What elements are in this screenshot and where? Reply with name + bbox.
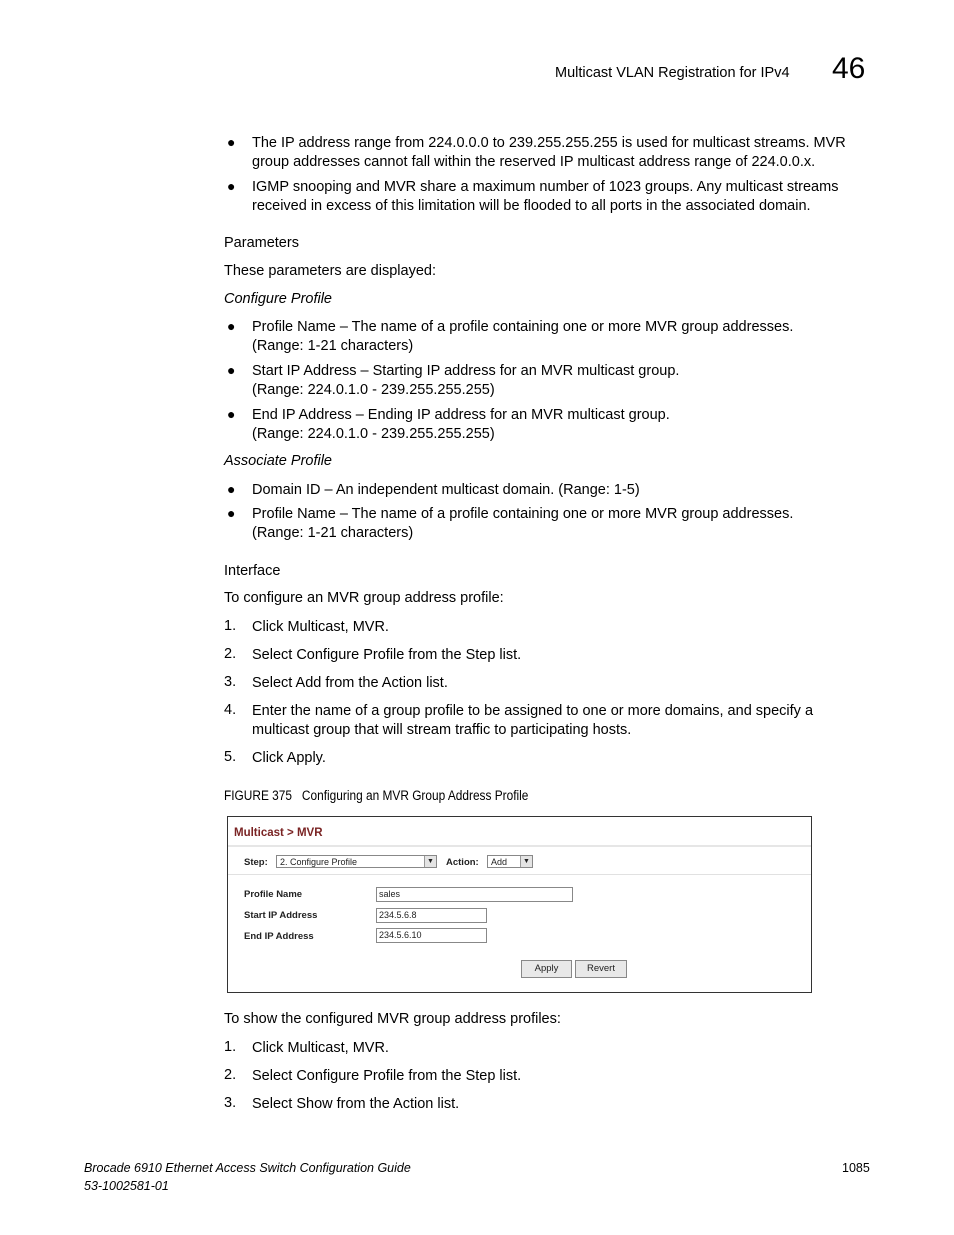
- start-ip-input[interactable]: 234.5.6.8: [376, 908, 487, 923]
- mvr-screenshot: [227, 816, 812, 993]
- end-ip-label: End IP Address: [244, 931, 314, 942]
- action-select[interactable]: [487, 855, 533, 868]
- bullet-dot-icon: ●: [227, 318, 236, 334]
- param-term: Start IP Address: [252, 363, 357, 379]
- action-label: Action:: [446, 857, 479, 868]
- bullet-dot-icon: ●: [227, 134, 236, 150]
- step-text: Select Configure Profile from the Step list.: [252, 1068, 522, 1084]
- param-desc: – The name of a profile containing one or more MVR group addresses.: [335, 319, 794, 335]
- chevron-down-icon: ▼: [424, 856, 436, 867]
- bullet-dot-icon: ●: [227, 406, 236, 422]
- param-range: (Range: 1-21 characters): [252, 338, 414, 354]
- revert-button[interactable]: Revert: [575, 960, 627, 978]
- param-range: (Range: 224.0.1.0 - 239.255.255.255): [252, 382, 495, 398]
- toolbar-divider: [228, 874, 811, 875]
- step-number: 2.: [224, 646, 237, 662]
- end-ip-input[interactable]: 234.5.6.10: [376, 928, 487, 943]
- associate-profile-subheading: Associate Profile: [224, 453, 332, 469]
- action-select-value: Add: [491, 857, 508, 867]
- footer-page-number: 1085: [842, 1161, 870, 1175]
- interface-heading: Interface: [224, 563, 281, 579]
- parameters-heading: Parameters: [224, 235, 299, 251]
- param-term: Profile Name: [252, 319, 336, 335]
- param-item: [252, 481, 872, 500]
- step-text: Select Add from the Action list.: [252, 675, 448, 691]
- footer-doc-number: 53-1002581-01: [84, 1179, 169, 1193]
- step-number: 1.: [224, 1039, 237, 1055]
- parameters-intro: These parameters are displayed:: [224, 263, 436, 279]
- step-select-value: 2. Configure Profile: [280, 857, 358, 867]
- step-number: 3.: [224, 674, 237, 690]
- step-number: 3.: [224, 1095, 237, 1111]
- bullet-dot-icon: ●: [227, 481, 236, 497]
- interface-intro: To configure an MVR group address profile:: [224, 590, 504, 606]
- figure-caption-text: Configuring an MVR Group Address Profile: [301, 788, 529, 803]
- chevron-down-icon: ▼: [520, 856, 532, 867]
- profile-name-input[interactable]: sales: [376, 887, 573, 902]
- step-number: 2.: [224, 1067, 237, 1083]
- step-text: Enter the name of a group profile to be assigned to one or more domains, and specify a multicast group that will stream traffic to participating hosts.: [252, 703, 814, 738]
- step-select[interactable]: [276, 855, 437, 868]
- step-text: Click Apply.: [252, 750, 326, 766]
- param-term: Domain ID: [252, 482, 321, 498]
- step-number: 1.: [224, 618, 237, 634]
- param-item: [252, 505, 872, 543]
- param-range: (Range: 224.0.1.0 - 239.255.255.255): [252, 426, 495, 442]
- bullet-dot-icon: ●: [227, 362, 236, 378]
- start-ip-label: Start IP Address: [244, 910, 318, 921]
- step-text: Click Multicast, MVR.: [252, 1040, 389, 1056]
- param-item: [252, 362, 872, 400]
- apply-button[interactable]: Apply: [521, 960, 572, 978]
- figure-caption: [224, 788, 528, 803]
- figure-label: FIGURE 375: [224, 788, 293, 803]
- param-term: End IP Address: [252, 407, 352, 423]
- show-intro: To show the configured MVR group address profiles:: [224, 1011, 561, 1027]
- bullet-dot-icon: ●: [227, 178, 236, 194]
- chapter-number: 46: [832, 52, 866, 85]
- title-divider: [228, 845, 811, 847]
- step-label: Step:: [244, 857, 268, 868]
- chapter-title: Multicast VLAN Registration for IPv4: [555, 65, 790, 81]
- step-number: 5.: [224, 749, 237, 765]
- param-desc: – Starting IP address for an MVR multicast group.: [356, 363, 680, 379]
- intro-bullet: The IP address range from 224.0.0.0 to 239.255.255.255 is used for multicast streams. MVR group addresses cannot fall within the reserved IP multicast address range of 224.0.0.x.: [252, 135, 846, 170]
- step-text: Select Show from the Action list.: [252, 1096, 460, 1112]
- param-term: Profile Name: [252, 506, 336, 522]
- step-text: Click Multicast, MVR.: [252, 619, 389, 635]
- param-desc: – An independent multicast domain. (Range: 1-5): [320, 482, 640, 498]
- bullet-dot-icon: ●: [227, 505, 236, 521]
- page-title: Multicast > MVR: [234, 827, 323, 839]
- param-range: (Range: 1-21 characters): [252, 525, 414, 541]
- step-number: 4.: [224, 702, 237, 718]
- param-desc: – The name of a profile containing one or more MVR group addresses.: [335, 506, 794, 522]
- param-item: [252, 406, 872, 444]
- intro-bullet: IGMP snooping and MVR share a maximum number of 1023 groups. Any multicast streams received in excess of this limitation will be flooded to all ports in the associated domain.: [252, 179, 839, 214]
- step-text: Select Configure Profile from the Step list.: [252, 647, 522, 663]
- configure-profile-subheading: Configure Profile: [224, 291, 332, 307]
- param-desc: – Ending IP address for an MVR multicast group.: [351, 407, 670, 423]
- footer-guide-title: Brocade 6910 Ethernet Access Switch Configuration Guide: [84, 1161, 411, 1175]
- param-item: [252, 318, 872, 356]
- profile-name-label: Profile Name: [244, 889, 303, 900]
